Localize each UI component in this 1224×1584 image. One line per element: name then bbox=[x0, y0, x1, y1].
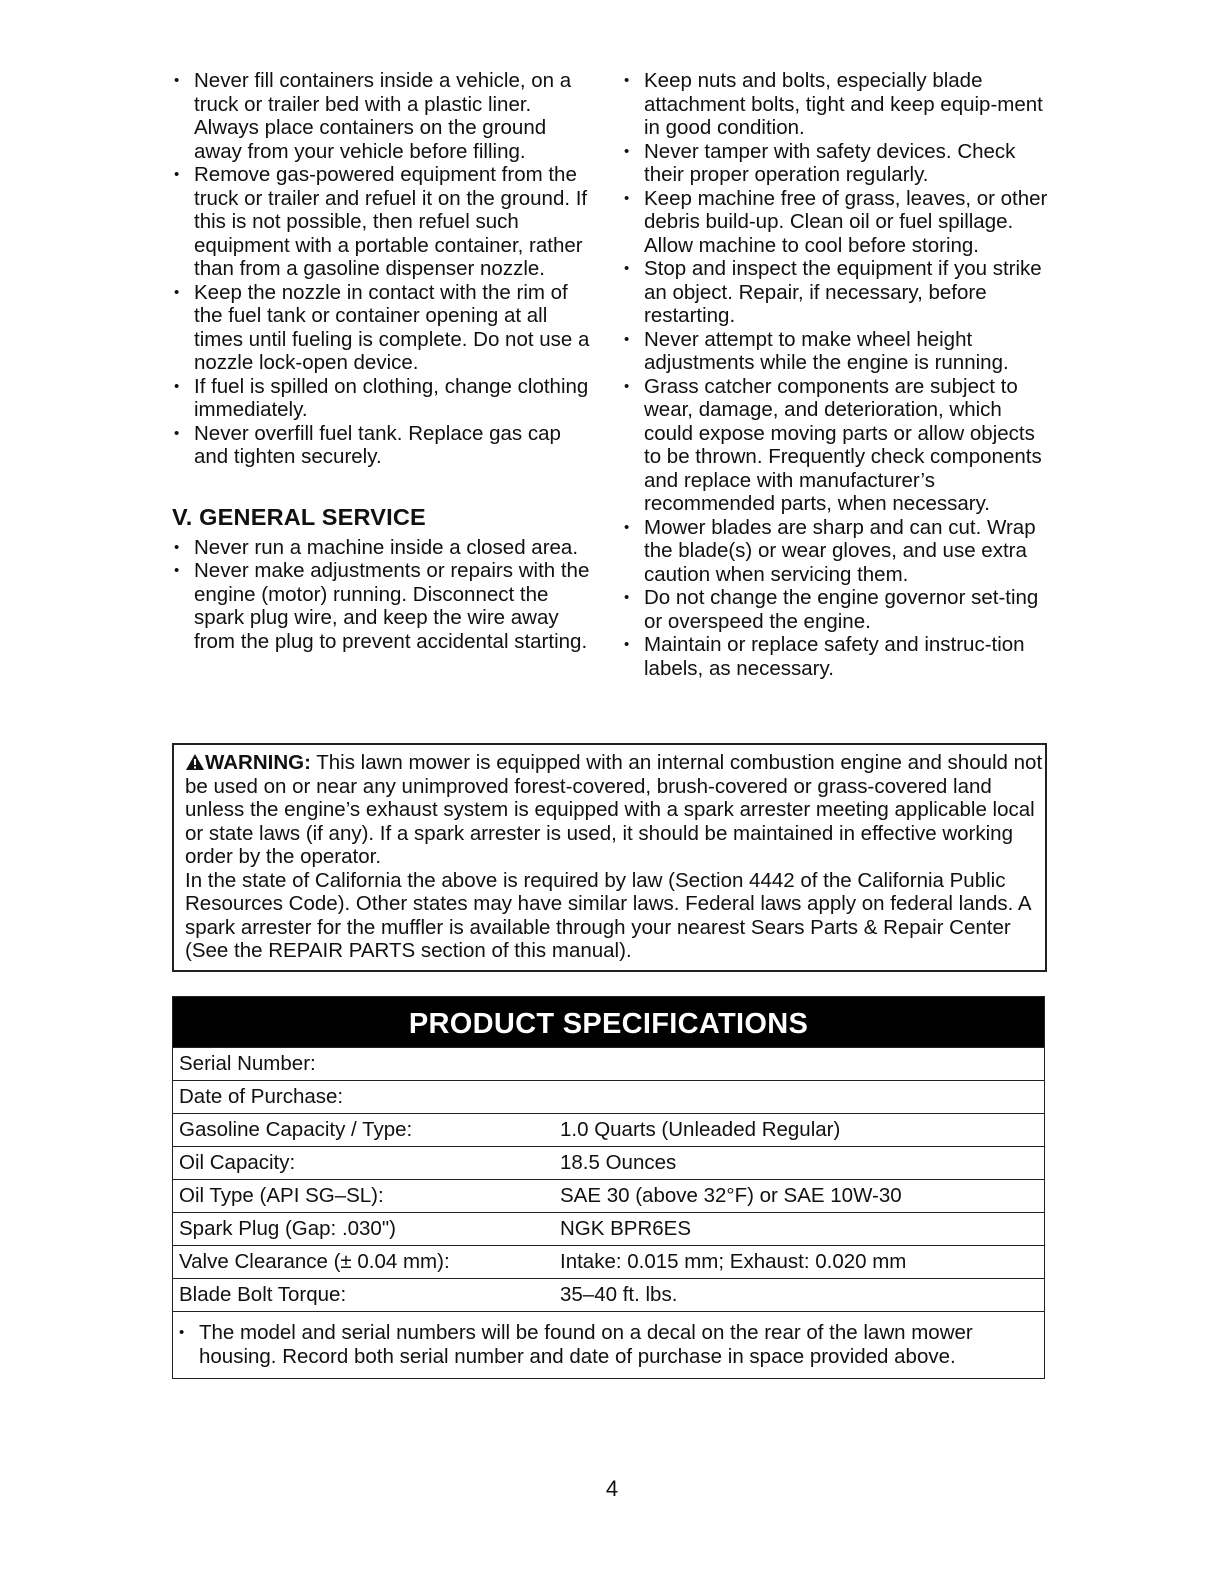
warning-triangle-icon bbox=[185, 753, 205, 771]
table-row bbox=[173, 1278, 1044, 1311]
table-row bbox=[173, 1080, 1044, 1113]
left-column bbox=[172, 69, 597, 653]
spec-label: Date of Purchase: bbox=[179, 1085, 344, 1108]
spec-value bbox=[560, 1048, 1044, 1080]
warning-box bbox=[172, 743, 1047, 972]
list-item: • Keep nuts and bolts, especially blade attachment bolts, tight and keep equip-ment in good condition. bbox=[622, 69, 1052, 140]
list-item: • Remove gas-powered equipment from the truck or trailer and refuel it on the ground. If this is not possible, then refuel such equipment with a portable container, rather than from a gasoline dispenser nozzle. bbox=[172, 163, 597, 281]
spec-note bbox=[173, 1311, 1044, 1378]
table-row bbox=[173, 1146, 1044, 1179]
list-item: • Maintain or replace safety and instruc-tion labels, as necessary. bbox=[622, 633, 1052, 680]
list-item: • Mower blades are sharp and can cut. Wrap the blade(s) or wear gloves, and use extra caution when servicing them. bbox=[622, 516, 1052, 587]
list-item: • Never make adjustments or repairs with the engine (motor) running. Disconnect the spark plug wire, and keep the wire away from the plug to prevent accidental starting. bbox=[172, 559, 597, 653]
spec-label: Spark Plug (Gap: .030") bbox=[179, 1217, 396, 1240]
list-item: • Keep machine free of grass, leaves, or other debris build-up. Clean oil or fuel spillage. Allow machine to cool before storing. bbox=[622, 187, 1052, 258]
spec-label: Serial Number: bbox=[179, 1052, 316, 1075]
section-heading: V. GENERAL SERVICE bbox=[172, 503, 426, 530]
right-column bbox=[622, 69, 1052, 680]
spec-value: Intake: 0.015 mm; Exhaust: 0.020 mm bbox=[560, 1250, 907, 1273]
table-row bbox=[173, 1245, 1044, 1278]
warning-paragraph bbox=[185, 751, 1045, 869]
spec-value: NGK BPR6ES bbox=[560, 1217, 692, 1240]
table-row bbox=[173, 1113, 1044, 1146]
list-item: • Never tamper with safety devices. Check their proper operation regularly. bbox=[622, 140, 1052, 187]
list-item: • The model and serial numbers will be found on a decal on the rear of the lawn mower housing. Record both serial number and date of purchase in space provided above. bbox=[177, 1321, 1040, 1368]
warning-paragraph-2: In the state of California the above is required by law (Section 4442 of the California Public Resources Code). Other states may have similar laws. Federal laws apply on federal lands. A spark arrester for the muffler is available through your nearest Sears Parts & Repair Center (See the REPAIR PARTS section of this manual). bbox=[185, 868, 1031, 962]
list-item: • Never run a machine inside a closed area. bbox=[172, 536, 597, 560]
list-item: • Keep the nozzle in contact with the rim of the fuel tank or container opening at all times until fueling is complete. Do not use a nozzle lock-open device. bbox=[172, 281, 597, 375]
spec-label: Blade Bolt Torque: bbox=[179, 1283, 347, 1306]
list-item: • Stop and inspect the equipment if you strike an object. Repair, if necessary, before restarting. bbox=[622, 257, 1052, 328]
fuel-safety-list bbox=[172, 69, 597, 469]
spec-value: 1.0 Quarts (Unleaded Regular) bbox=[560, 1118, 841, 1141]
service-safety-list bbox=[622, 69, 1052, 680]
specifications-title: PRODUCT SPECIFICATIONS bbox=[173, 997, 1044, 1047]
warning-text: This lawn mower is equipped with an internal combustion engine and should not be used on or near any unimproved forest-covered, brush-covered or grass-covered land unless the engine’s exhaust system is equipped with a spark arrester meeting applicable local or state laws (if any). If a spark arrester is used, it should be maintained in effective working order by the operator. bbox=[185, 751, 1043, 868]
spec-label: Valve Clearance (± 0.04 mm): bbox=[179, 1250, 450, 1273]
spec-label: Oil Capacity: bbox=[179, 1151, 296, 1174]
spec-label: Gasoline Capacity / Type: bbox=[179, 1118, 413, 1141]
table-row bbox=[173, 1047, 1044, 1080]
spec-label: Oil Type (API SG–SL): bbox=[179, 1184, 384, 1207]
spec-value bbox=[560, 1081, 1044, 1113]
warning-title: WARNING: bbox=[205, 751, 311, 774]
table-row bbox=[173, 1212, 1044, 1245]
page-number: 4 bbox=[605, 1476, 619, 1501]
spec-value: 18.5 Ounces bbox=[560, 1151, 677, 1174]
list-item: • Never attempt to make wheel height adjustments while the engine is running. bbox=[622, 328, 1052, 375]
general-service-list bbox=[172, 536, 597, 654]
product-specifications-table bbox=[172, 996, 1045, 1379]
list-item: • Never overfill fuel tank. Replace gas cap and tighten securely. bbox=[172, 422, 597, 469]
table-row bbox=[173, 1179, 1044, 1212]
list-item: • If fuel is spilled on clothing, change clothing immediately. bbox=[172, 375, 597, 422]
spec-value: SAE 30 (above 32°F) or SAE 10W-30 bbox=[560, 1184, 902, 1207]
spec-value: 35–40 ft. lbs. bbox=[560, 1283, 678, 1306]
note-list bbox=[177, 1321, 1040, 1368]
list-item: • Grass catcher components are subject to wear, damage, and deterioration, which could expose moving parts or allow objects to be thrown. Frequently check components and replace with manufacturer’s recommended parts, when necessary. bbox=[622, 375, 1052, 516]
list-item: • Do not change the engine governor set-ting or overspeed the engine. bbox=[622, 586, 1052, 633]
list-item: • Never fill containers inside a vehicle, on a truck or trailer bed with a plastic liner. Always place containers on the ground away from your vehicle before filling. bbox=[172, 69, 597, 163]
